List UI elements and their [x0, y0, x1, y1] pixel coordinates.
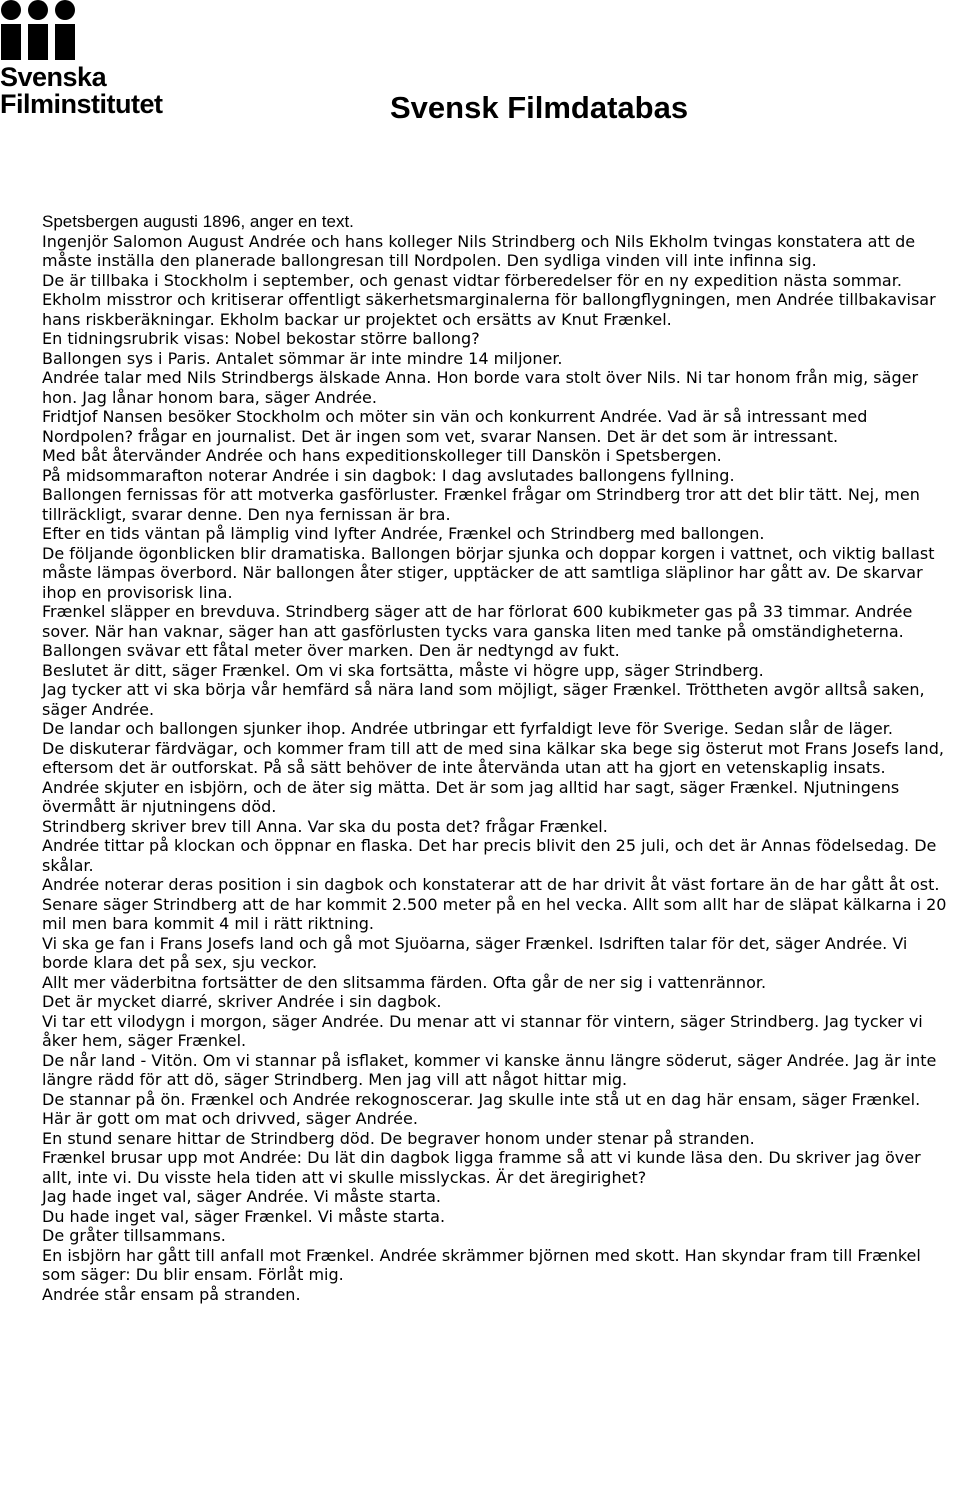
synopsis-paragraph: Senare säger Strindberg att de har kommit 2.500 meter på en hel vecka. Allt som allt har de släpat kälkarna i 20 mil men bara kommit 4 mil i rätt riktning. [42, 894, 947, 933]
synopsis-paragraph: Med båt återvänder Andrée och hans expeditionskolleger till Danskön i Spetsbergen. [42, 446, 722, 465]
synopsis-paragraph: På midsommarafton noterar Andrée i sin dagbok: I dag avslutades ballongens fyllning. [42, 465, 735, 485]
synopsis-paragraph: Andrée tittar på klockan och öppnar en flaska. Det har precis blivit den 25 juli, och det är Annas födelsedag. De skålar. [42, 836, 937, 875]
synopsis-paragraph: Andrée står ensam på stranden. [42, 1284, 301, 1304]
synopsis-paragraph: Du hade inget val, säger Frænkel. Vi måste starta. [42, 1206, 446, 1226]
synopsis-paragraph: Efter en tids väntan på lämplig vind lyfter Andrée, Frænkel och Strindberg med ballongen. [42, 524, 765, 543]
synopsis-paragraph: En tidningsrubrik visas: Nobel bekostar större ballong? [42, 329, 480, 348]
logo-mark-icon [0, 0, 80, 70]
logo-line-2: Filminstitutet [0, 89, 163, 119]
logo-wordmark [0, 64, 163, 118]
synopsis-paragraph: En isbjörn har gått till anfall mot Frænkel. Andrée skrämmer björnen med skott. Han skyndar fram till Frænkel som säger: Du blir ensam. Förlåt mig. [42, 1245, 921, 1284]
synopsis-text [42, 212, 950, 1304]
synopsis-paragraph: De landar och ballongen sjunker ihop. Andrée utbringar ett fyrfaldigt leve för Sverige. Sedan slår de läger. [42, 719, 893, 738]
synopsis-paragraph: Fridtjof Nansen besöker Stockholm och möter sin vän och konkurrent Andrée. Vad är så intressant med Nordpolen? frågar en journalist. Det är ingen som vet, svarar Nansen. Det är det som är intressant. [42, 407, 868, 446]
synopsis-paragraph: De når land - Vitön. Om vi stannar på isflaket, kommer vi kanske ännu längre söderut, säger Andrée. Jag är inte längre rädd för att dö, säger Strindberg. Men jag vill att något hittar mig. [42, 1050, 937, 1089]
page-title: Svensk Filmdatabas [390, 90, 689, 125]
synopsis-paragraph: Allt mer väderbitna fortsätter de den slitsamma färden. Ofta går de ner sig i vattenrännor. [42, 972, 767, 992]
synopsis-paragraph: Ballongen sys i Paris. Antalet sömmar är inte mindre 14 miljoner. [42, 348, 563, 368]
synopsis-paragraph: En stund senare hittar de Strindberg död. De begraver honom under stenar på stranden. [42, 1128, 755, 1148]
synopsis-paragraph: De diskuterar färdvägar, och kommer fram till att de med sina kälkar ska bege sig österut mot Frans Josefs land, eftersom det är outforskat. På så sätt behöver de inte återvända utan att ha gjort en vetenskaplig insats. [42, 738, 944, 777]
synopsis-paragraph: Vi ska ge fan i Frans Josefs land och gå mot Sjuöarna, säger Frænkel. Isdriften talar för det, säger Andrée. Vi borde klara det på sex, sju veckor. [42, 933, 908, 972]
synopsis-paragraph: Frænkel brusar upp mot Andrée: Du lät din dagbok ligga framme så att vi kunde läsa den. Du skriver jag över allt, inte vi. Du visste hela tiden att vi skulle misslyckas. Är det äregirighet? [42, 1148, 921, 1187]
synopsis-paragraph: Beslutet är ditt, säger Frænkel. Om vi ska fortsätta, måste vi högre upp, säger Strindberg. [42, 660, 764, 680]
synopsis-paragraph: Ingenjör Salomon August Andrée och hans kolleger Nils Strindberg och Nils Ekholm tvingas konstatera att de måste inställa den planerade ballongresan till Nordpolen. Den sydliga vinden vill inte infinna sig. [42, 231, 916, 270]
synopsis-paragraph: Det är mycket diarré, skriver Andrée i sin dagbok. [42, 992, 442, 1011]
logo-line-1: Svenska [0, 62, 107, 92]
synopsis-paragraph: Jag hade inget val, säger Andrée. Vi måste starta. [42, 1187, 441, 1206]
synopsis-paragraph: Ballongen fernissas för att motverka gasförluster. Frænkel frågar om Strindberg tror att det blir tätt. Nej, men tillräckligt, svarar denne. Den nya fernissan är bra. [42, 485, 920, 524]
synopsis-paragraph: De är tillbaka i Stockholm i september, och genast vidtar förberedelser för en ny expedition nästa sommar. Ekholm misstror och kritiserar offentligt säkerhetsmarginalerna för ballongflygningen, men Andrée tillbakavisar hans riskberäkningar. Ekholm backar ur projektet och ersätts av Knut Frænkel. [42, 270, 936, 329]
synopsis-paragraph: Andrée talar med Nils Strindbergs älskade Anna. Hon borde vara stolt över Nils. Ni tar honom från mig, säger hon. Jag lånar honom bara, säger Andrée. [42, 368, 919, 407]
synopsis-paragraph: Spetsbergen augusti 1896, anger en text. [42, 212, 354, 231]
synopsis-paragraph: Vi tar ett vilodygn i morgon, säger Andrée. Du menar att vi stannar för vintern, säger Strindberg. Jag tycker vi åker hem, säger Frænkel. [42, 1011, 923, 1050]
svenska-filminstitutet-logo [0, 0, 210, 130]
synopsis-paragraph: De stannar på ön. Frænkel och Andrée rekognoscerar. Jag skulle inte stå ut en dag här ensam, säger Frænkel. Här är gott om mat och drivved, säger Andrée. [42, 1089, 921, 1128]
synopsis-paragraph: Ballongen svävar ett fåtal meter över marken. Den är nedtyngd av fukt. [42, 641, 620, 660]
synopsis-paragraph: Andrée noterar deras position i sin dagbok och konstaterar att de har drivit åt väst fortare än de har gått åt ost. [42, 875, 940, 894]
synopsis-paragraph: Frænkel släpper en brevduva. Strindberg säger att de har förlorat 600 kubikmeter gas på 33 timmar. Andrée sover. När han vaknar, säger han att gasförlusten tycks vara ganska liten med tanke på omständigheterna. [42, 602, 913, 641]
synopsis-paragraph: De följande ögonblicken blir dramatiska. Ballongen börjar sjunka och doppar korgen i vattnet, och viktig ballast måste lämpas överbord. När ballongen åter stiger, upptäcker de att samtliga släplinor har gått av. De skarvar ihop en provisorisk lina. [42, 543, 935, 602]
synopsis-paragraph: Jag tycker att vi ska börja vår hemfärd så nära land som möjligt, säger Frænkel. Tröttheten avgör alltså saken, säger Andrée. [42, 680, 925, 719]
synopsis-paragraph: Strindberg skriver brev till Anna. Var ska du posta det? frågar Frænkel. [42, 816, 608, 836]
synopsis-paragraph: Andrée skjuter en isbjörn, och de äter sig mätta. Det är som jag alltid har sagt, säger Frænkel. Njutningens övermått är njutningens död. [42, 777, 900, 816]
synopsis-paragraph: De gråter tillsammans. [42, 1226, 226, 1245]
